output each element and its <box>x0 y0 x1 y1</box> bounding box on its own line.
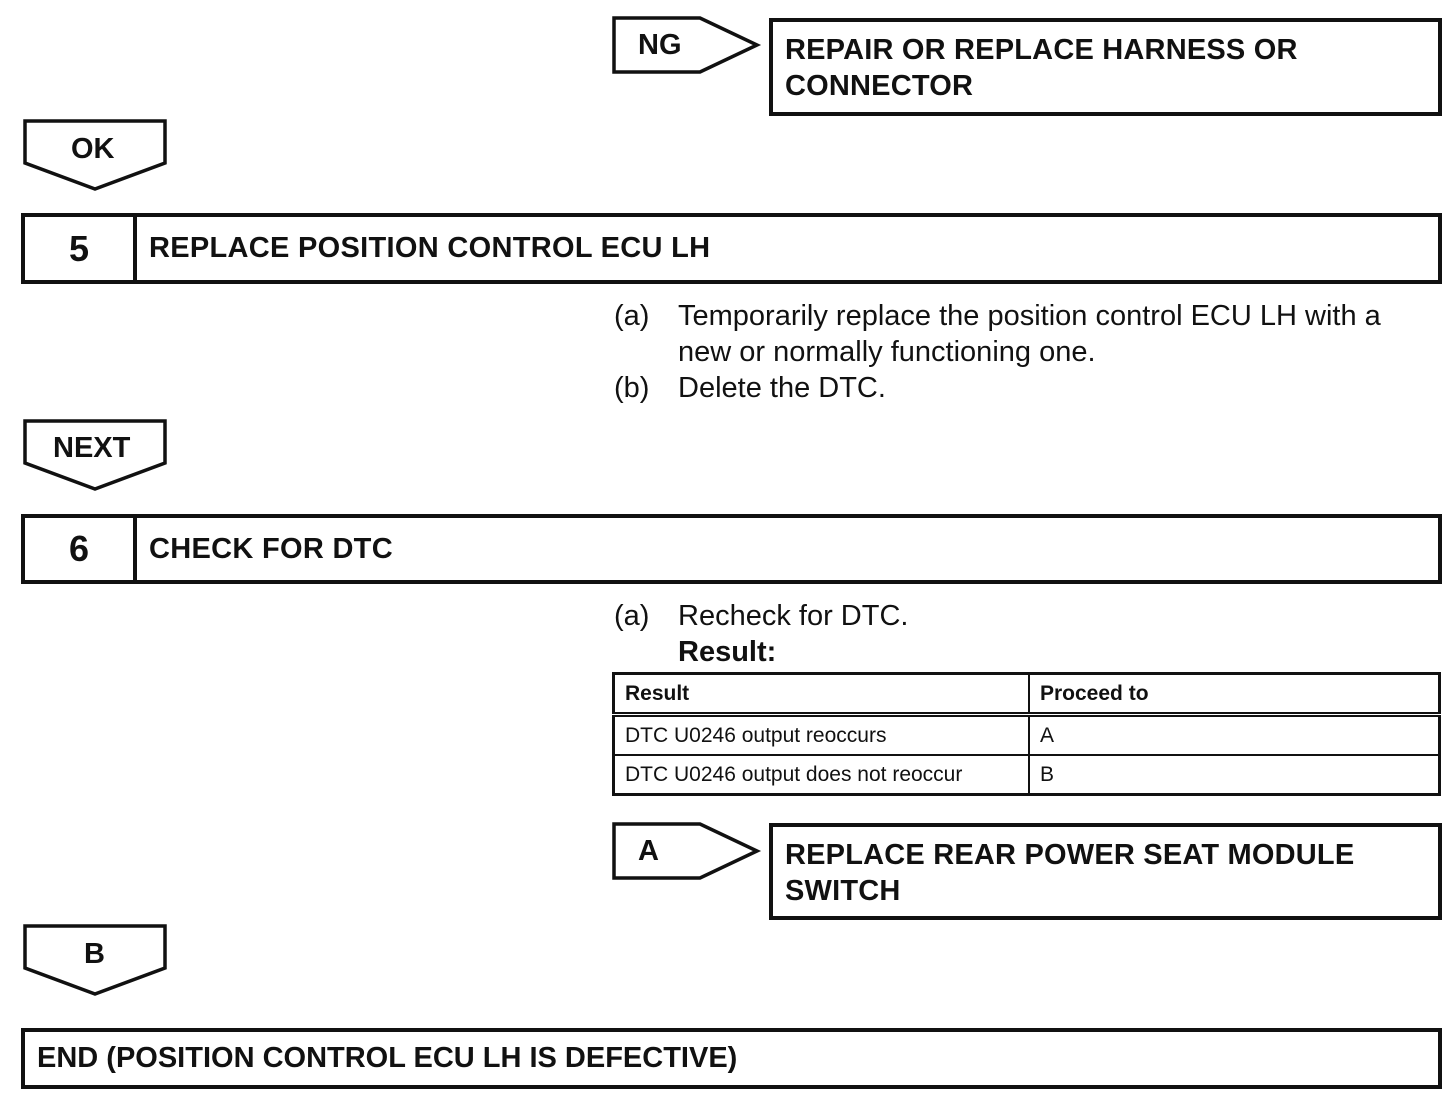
b-label: B <box>84 938 105 970</box>
step-number: 5 <box>25 217 137 280</box>
step-5-header <box>21 213 1442 284</box>
a-action-box <box>769 823 1442 920</box>
ng-action-text: REPAIR OR REPLACE HARNESS OR CONNECTOR <box>785 34 1298 102</box>
table-row <box>614 755 1440 795</box>
table-cell: DTC U0246 output reoccurs <box>614 715 1030 756</box>
table-header-row <box>614 674 1440 715</box>
result-table <box>612 672 1441 796</box>
step-number: 6 <box>25 518 137 580</box>
instruction-label: (b) <box>614 372 650 404</box>
instruction-label: (a) <box>614 300 650 332</box>
ng-label: NG <box>638 29 682 61</box>
step-5-instruction-b <box>614 370 1444 406</box>
table-cell: B <box>1029 755 1440 795</box>
table-cell: A <box>1029 715 1440 756</box>
instruction-text: Recheck for DTC. <box>678 600 909 632</box>
step-6-instruction-a <box>614 598 1444 670</box>
instruction-label: (a) <box>614 600 650 632</box>
a-action-text: REPLACE REAR POWER SEAT MODULE SWITCH <box>785 839 1355 907</box>
step-5-instruction-a <box>614 298 1444 370</box>
table-row <box>614 715 1440 756</box>
end-text: END (POSITION CONTROL ECU LH IS DEFECTIVE) <box>37 1042 738 1074</box>
step-title: CHECK FOR DTC <box>149 532 393 565</box>
table-header-cell: Proceed to <box>1029 674 1440 715</box>
end-box <box>21 1028 1442 1089</box>
a-label: A <box>638 835 659 867</box>
table-cell: DTC U0246 output does not reoccur <box>614 755 1030 795</box>
instruction-text-continued: new or normally functioning one. <box>678 336 1096 368</box>
step-6-header <box>21 514 1442 584</box>
step-title: REPLACE POSITION CONTROL ECU LH <box>149 232 711 264</box>
instruction-text: Temporarily replace the position control ECU LH with a <box>678 300 1381 332</box>
next-label: NEXT <box>53 432 131 464</box>
ok-label: OK <box>71 133 115 165</box>
instruction-text: Delete the DTC. <box>678 372 886 404</box>
ng-action-box <box>769 18 1442 116</box>
table-header-cell: Result <box>614 674 1030 715</box>
result-heading: Result: <box>678 636 777 668</box>
